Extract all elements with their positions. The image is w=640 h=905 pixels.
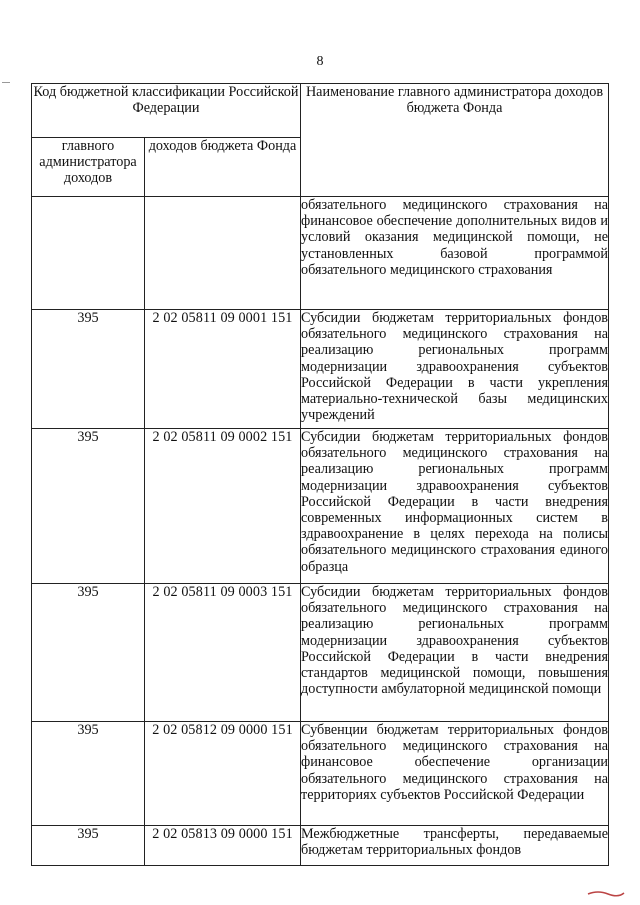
table-row bbox=[32, 584, 609, 722]
budget-classification-table bbox=[31, 83, 609, 866]
administrator-name-cell: Субсидии бюджетам территориальных фондов обязательного медицинского страхования на реализацию региональных программ модернизации здравоохранения субъектов Российской Федерации в части внедрения современных информационных систем в здравоохранение в целях перехода на полисы обязательного медицинского страхования единого образца bbox=[301, 429, 609, 584]
admin-code-cell: 395 bbox=[32, 826, 145, 866]
administrator-name-cell: Межбюджетные трансферты, передаваемые бюджетам территориальных фондов bbox=[301, 826, 609, 866]
table-row bbox=[32, 826, 609, 866]
income-code-cell: 2 02 05811 09 0001 151 bbox=[145, 310, 301, 429]
table-row bbox=[32, 310, 609, 429]
income-code-cell: 2 02 05811 09 0003 151 bbox=[145, 584, 301, 722]
admin-code-cell: 395 bbox=[32, 310, 145, 429]
scan-artifact-mark bbox=[586, 888, 626, 898]
administrator-name-cell: Субвенции бюджетам территориальных фондов обязательного медицинского страхования на финансовое обеспечение организации обязательного медицинского страхования на территориях субъектов Российской Федерации bbox=[301, 722, 609, 826]
administrator-name-cell: Субсидии бюджетам территориальных фондов обязательного медицинского страхования на реализацию региональных программ модернизации здравоохранения субъектов Российской Федерации в части внедрения стандартов медицинской помощи, повышения доступности амбулаторной медицинской помощи bbox=[301, 584, 609, 722]
header-administrator-name: Наименование главного администратора доходов бюджета Фонда bbox=[301, 84, 609, 197]
admin-code-cell: 395 bbox=[32, 429, 145, 584]
table-row bbox=[32, 722, 609, 826]
income-code-cell: 2 02 05811 09 0002 151 bbox=[145, 429, 301, 584]
income-code-cell: 2 02 05813 09 0000 151 bbox=[145, 826, 301, 866]
administrator-name-cell: Субсидии бюджетам территориальных фондов обязательного медицинского страхования на реализацию региональных программ модернизации здравоохранения субъектов Российской Федерации в части укрепления материально-технической базы медицинских учреждений bbox=[301, 310, 609, 429]
admin-code-cell: 395 bbox=[32, 722, 145, 826]
table-row bbox=[32, 429, 609, 584]
header-fund-income: доходов бюджета Фонда bbox=[145, 138, 301, 197]
income-code-cell: 2 02 05812 09 0000 151 bbox=[145, 722, 301, 826]
page-number: 8 bbox=[316, 54, 324, 69]
admin-code-cell: 395 bbox=[32, 584, 145, 722]
income-code-cell bbox=[145, 197, 301, 310]
margin-mark bbox=[2, 82, 10, 83]
table-row bbox=[32, 197, 609, 310]
administrator-name-cell: обязательного медицинского страхования на финансовое обеспечение дополнительных видов и условий оказания медицинской помощи, не установленных базовой программой обязательного медицинского страхования bbox=[301, 197, 609, 310]
header-main-administrator: главного администратора доходов bbox=[32, 138, 145, 197]
admin-code-cell bbox=[32, 197, 145, 310]
header-budget-code-group: Код бюджетной классификации Российской Федерации bbox=[32, 84, 301, 138]
